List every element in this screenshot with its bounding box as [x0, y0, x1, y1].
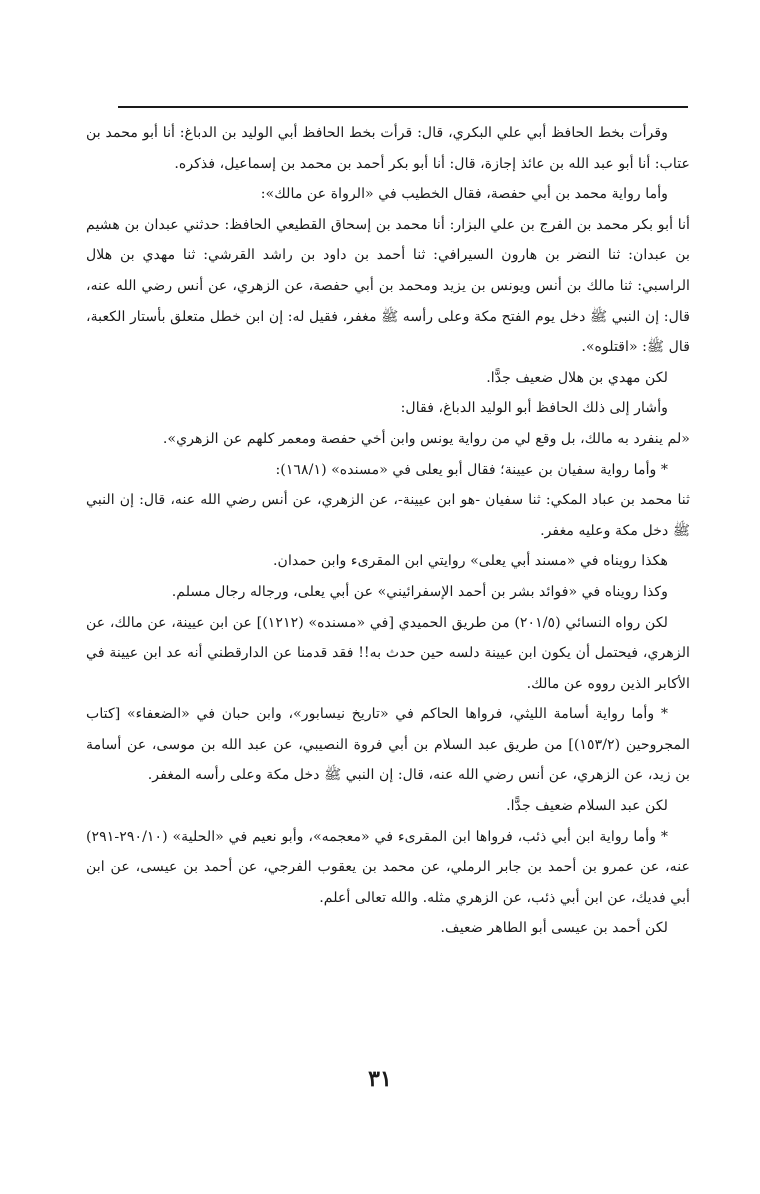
- paragraph: وأما رواية محمد بن أبي حفصة، فقال الخطيب في «الرواة عن مالك»:: [260, 186, 668, 203]
- paragraph: ثنا محمد بن عباد المكي: ثنا سفيان -هو ابن عيينة-، عن الزهري، عن أنس رضي الله عنه، قال: إن النبي ﷺ دخل مكة وعليه مغفر.: [86, 492, 690, 539]
- paragraph: وقرأت بخط الحافظ أبي علي البكري، قال: قرأت بخط الحافظ أبي الوليد بن الدباغ: أنا أبو محمد بن عتاب: أنا أبو عبد الله بن عائذ إجازة، قال: أنا أبو بكر أحمد بن محمد بن إسماعيل، فذكره.: [86, 125, 690, 172]
- quoted-paragraph: «لم ينفرد به مالك، بل وقع لي من رواية يونس وابن أخي حفصة ومعمر كلهم عن الزهري».: [162, 430, 690, 447]
- paragraph: * وأما رواية ابن أبي ذئب، فرواها ابن المقرىء في «معجمه»، وأبو نعيم في «الحلية» (٢٩٠/١٠-٢٩١) عنه، عن عمرو بن أحمد بن جابر الرملي، عن محمد بن يعقوب الفرجي، عن أحمد بن عيسى، عن ابن أبي فديك، عن ابن أبي ذئب، عن الزهري مثله. والله تعالى أعلم.: [86, 828, 690, 906]
- page-body: [86, 118, 690, 944]
- paragraph: لكن مهدي بن هلال ضعيف جدًّا.: [486, 369, 668, 386]
- header-rule: [118, 106, 688, 108]
- page-number: ٣١: [368, 1066, 392, 1092]
- paragraph: وأشار إلى ذلك الحافظ أبو الوليد الدباغ، فقال:: [400, 400, 668, 417]
- paragraph: أنا أبو بكر محمد بن الفرج بن علي البزار: أنا محمد بن إسحاق القطيعي الحافظ: حدثني عبدان بن هشيم بن عبدان: ثنا النضر بن هارون السيرافي: ثنا أحمد بن داود بن راشد القرشي: ثنا مهدي بن هلال الراسبي: ثنا مالك بن أنس ويونس بن يزيد ومحمد بن أبي حفصة، عن الزهري، عن أنس رضي الله عنه، قال: إن النبي ﷺ دخل يوم الفتح مكة وعلى رأسه ﷺ مغفر، فقيل له: إن ابن خطل متعلق بأستار الكعبة، قال ﷺ: «اقتلوه».: [86, 216, 690, 356]
- paragraph: وكذا رويناه في «فوائد بشر بن أحمد الإسفرائيني» عن أبي يعلى، ورجاله رجال مسلم.: [171, 583, 668, 600]
- paragraph: هكذا رويناه في «مسند أبي يعلى» روايتي ابن المقرىء وابن حمدان.: [273, 553, 668, 570]
- paragraph: لكن عبد السلام ضعيف جدًّا.: [506, 798, 668, 815]
- paragraph: لكن أحمد بن عيسى أبو الطاهر ضعيف.: [440, 920, 668, 937]
- paragraph: * وأما رواية سفيان بن عيينة؛ فقال أبو يعلى في «مسنده» (١٦٨/١):: [275, 461, 668, 478]
- paragraph: لكن رواه النسائي (٢٠١/٥) من طريق الحميدي [في «مسنده» (١٢١٢)] عن ابن عيينة، عن مالك، عن الزهري، فيحتمل أن يكون ابن عيينة دلسه حين حدث به!! فقد قدمنا عن الدارقطني أنه عد ابن عيينة في الأكابر الذين رووه عن مالك.: [86, 614, 690, 692]
- paragraph: * وأما رواية أسامة الليثي، فرواها الحاكم في «تاريخ نيسابور»، وابن حبان في «الضعفاء» [كتاب المجروحين (١٥٣/٢)] من طريق عبد السلام بن أبي فروة النصيبي، عن عبد الله بن موسى، عن أسامة بن زيد، عن الزهري، عن أنس رضي الله عنه، قال: إن النبي ﷺ دخل مكة وعلى رأسه المغفر.: [86, 706, 690, 784]
